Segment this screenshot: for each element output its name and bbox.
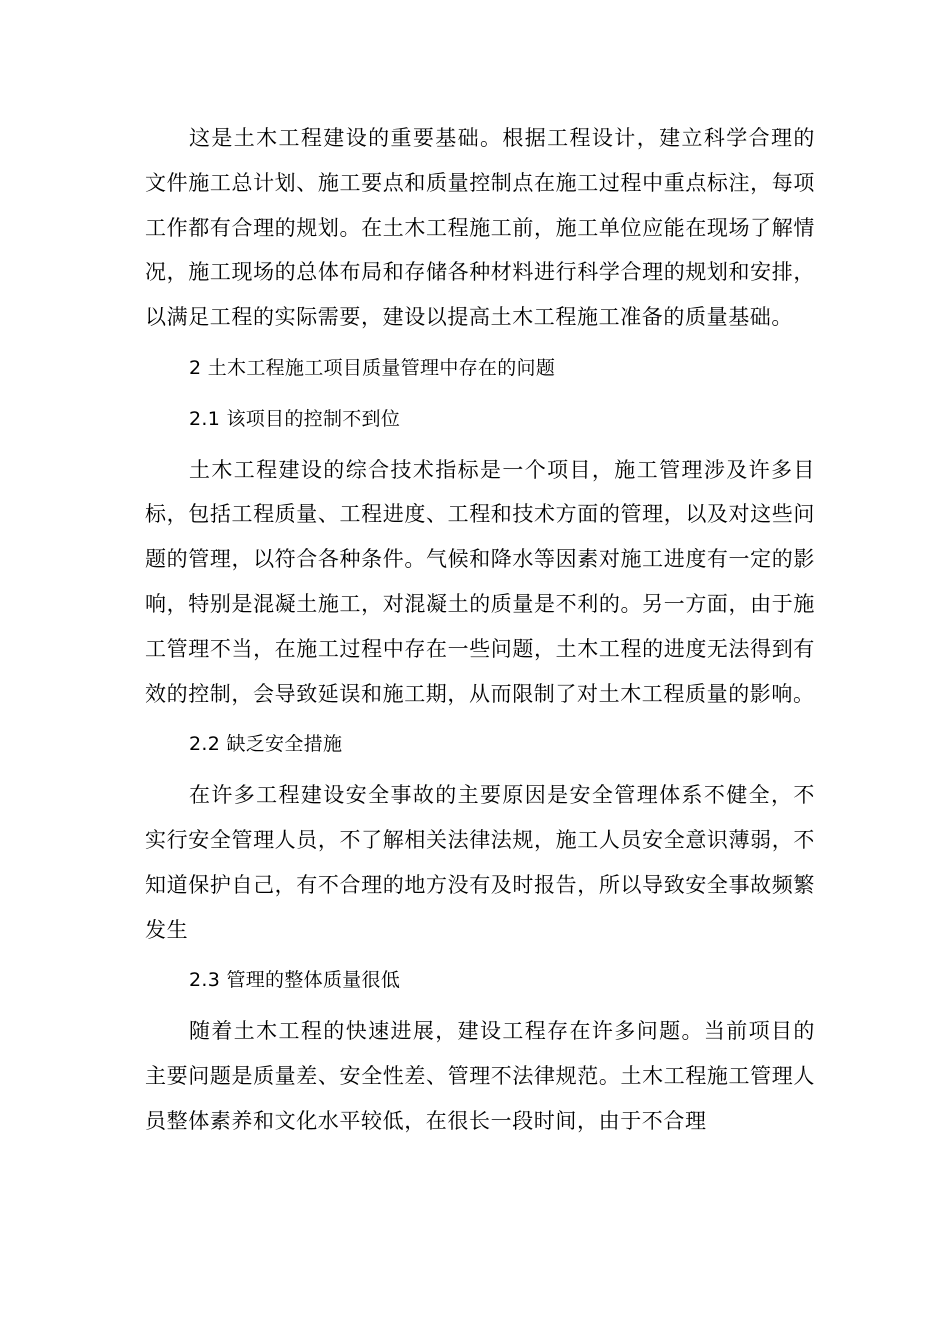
- section-heading-2: 2 土木工程施工项目质量管理中存在的问题: [189, 356, 556, 379]
- paragraph-construction-foundation: 这是土木工程建设的重要基础。根据工程设计，建立科学合理的文件施工总计划、施工要点和质量控制点在施工过程中重点标注，每项工作都有合理的规划。在土木工程施工前，施工单位应能在现场了解情况，施工现场的总体布局和存储各种材料进行科学合理的规划和安排，以满足工程的实际需要，建设以提高土木工程施工准备的质量基础。: [145, 126, 815, 330]
- paragraph-safety-measures: 在许多工程建设安全事故的主要原因是安全管理体系不健全，不实行安全管理人员，不了解相关法律法规，施工人员安全意识薄弱，不知道保护自己，有不合理的地方没有及时报告，所以导致安全事故频繁发生: [145, 783, 815, 942]
- paragraph-project-control: 土木工程建设的综合技术指标是一个项目，施工管理涉及许多目标，包括工程质量、工程进度、工程和技术方面的管理，以及对这些问题的管理，以符合各种条件。气候和降水等因素对施工进度有一定的影响，特别是混凝土施工，对混凝土的质量是不利的。另一方面，由于施工管理不当，在施工过程中存在一些问题，土木工程的进度无法得到有效的控制，会导致延误和施工期，从而限制了对土木工程质量的影响。: [145, 457, 815, 706]
- section-heading-2-1: 2.1 该项目的控制不到位: [189, 407, 401, 430]
- section-heading-2-3: 2.3 管理的整体质量很低: [189, 969, 401, 992]
- paragraph-management-quality: 随着土木工程的快速进展，建设工程存在许多问题。当前项目的主要问题是质量差、安全性差、管理不法律规范。土木工程施工管理人员整体素养和文化水平较低，在很长一段时间，由于不合理: [145, 1019, 815, 1133]
- section-heading-2-2: 2.2 缺乏安全措施: [189, 733, 343, 756]
- document-page: [145, 116, 815, 1150]
